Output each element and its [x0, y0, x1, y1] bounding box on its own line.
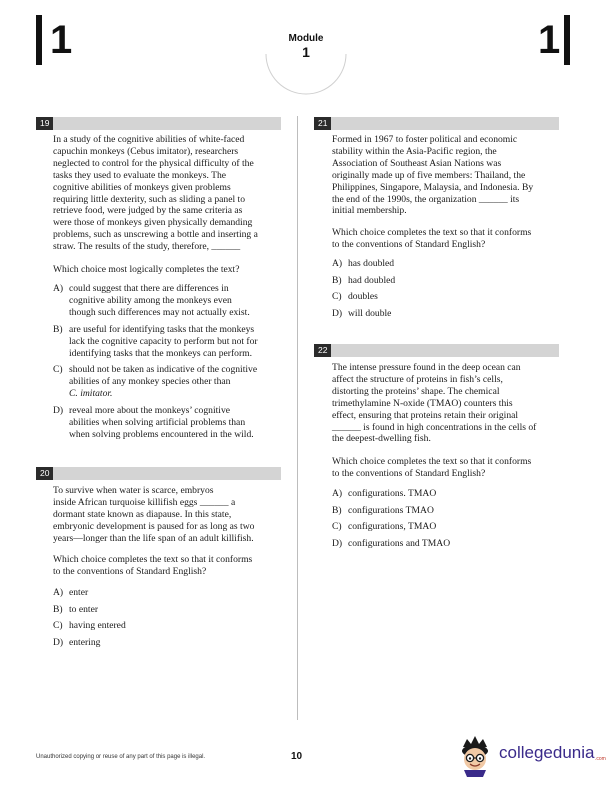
- choice-letter: A): [53, 283, 64, 294]
- question-number: 22: [314, 344, 331, 357]
- choice-letter: A): [332, 488, 343, 499]
- prompt-line: Which choice completes the text so that it conforms: [332, 227, 532, 238]
- answer-choice-b[interactable]: [332, 275, 567, 287]
- choice-letter: B): [332, 504, 342, 516]
- choice-line: lack the cognitive capacity to perform but not for: [69, 335, 258, 347]
- passage-line: ______ is found in high concentrations in the cells of: [332, 421, 537, 433]
- choice-letter: B): [53, 603, 63, 615]
- question-22-passage: [332, 362, 567, 445]
- header-left-number: 1: [50, 18, 73, 62]
- choice-text: entering: [69, 637, 101, 649]
- choice-text: configurations, TMAO: [348, 521, 437, 533]
- column-divider: [297, 116, 298, 720]
- module-label: Module: [288, 33, 324, 44]
- header-right-bar: [564, 15, 570, 65]
- passage-line: straw. The results of the study, therefore, ______: [53, 241, 241, 253]
- question-20-bar: [36, 467, 281, 480]
- choice-letter: C): [332, 521, 342, 533]
- question-21-passage: [332, 134, 567, 217]
- choice-letter: C): [53, 364, 63, 376]
- answer-choice-a[interactable]: [53, 587, 288, 599]
- question-20-prompt: [53, 554, 288, 578]
- choice-letter: D): [332, 308, 343, 320]
- passage-line: tasks they used to evaluate the monkeys. The: [53, 169, 227, 181]
- passage-line: effect, ensuring that proteins retain their original: [332, 409, 519, 421]
- choice-line: though such differences may not actually exist.: [69, 306, 250, 318]
- question-21-bar: [314, 117, 559, 130]
- question-22-prompt: [332, 456, 567, 480]
- answer-choice-b[interactable]: [53, 604, 288, 616]
- choice-text: having entered: [69, 620, 126, 632]
- choice-line: cognitive ability among the monkeys even: [69, 294, 232, 306]
- choice-text: doubles: [348, 291, 378, 303]
- passage-line: problems, such as unscrewing a bottle and inserting a: [53, 229, 258, 241]
- answer-choice-a[interactable]: [332, 258, 567, 270]
- choice-line: abilities when solving artificial problems than: [69, 417, 246, 429]
- passage-line: distorting the proteins’ shape. The chemical: [332, 385, 500, 397]
- question-19-passage: [53, 134, 288, 253]
- choice-text: configurations. TMAO: [348, 488, 437, 499]
- question-21-choices: [332, 258, 567, 325]
- question-number: 21: [314, 117, 331, 130]
- passage-line: In a study of the cognitive abilities of white-faced: [53, 134, 245, 145]
- question-19-choices: [53, 283, 288, 446]
- question-20-passage: [53, 485, 288, 545]
- prompt-line: Which choice completes the text so that it conforms: [332, 456, 532, 467]
- prompt-line: Which choice completes the text so that it conforms: [53, 554, 253, 565]
- choice-line: reveal more about the monkeys’ cognitive: [69, 405, 230, 417]
- copyright-notice: Unauthorized copying or reuse of any part of this page is illegal.: [36, 754, 206, 760]
- answer-choice-d[interactable]: [332, 538, 567, 550]
- prompt-line: to the conventions of Standard English?: [332, 238, 486, 250]
- passage-line: capuchin monkeys (Cebus imitator), researchers: [53, 145, 239, 157]
- question-22-choices: [332, 488, 567, 555]
- choice-line: should not be taken as indicative of the cognitive: [69, 364, 258, 376]
- passage-line: neglected to control for the physical difficulty of the: [53, 157, 254, 169]
- prompt-line: to the conventions of Standard English?: [332, 467, 486, 479]
- header-left-bar: [36, 15, 42, 65]
- passage-line: retrieve food, were judged by the same criteria as: [53, 205, 243, 217]
- answer-choice-c[interactable]: [53, 364, 288, 400]
- passage-line: the end of the 1990s, the organization ______ its: [332, 193, 520, 205]
- passage-line: To survive when water is scarce, embryos: [53, 485, 214, 496]
- header-right-number: 1: [538, 18, 561, 62]
- answer-choice-a[interactable]: [53, 283, 288, 319]
- answer-choice-c[interactable]: [53, 620, 288, 632]
- choice-text: had doubled: [348, 274, 396, 286]
- choice-text: configurations and TMAO: [348, 538, 451, 550]
- choice-text: to enter: [69, 603, 99, 615]
- answer-choice-a[interactable]: [332, 488, 567, 500]
- prompt-line: to the conventions of Standard English?: [53, 565, 207, 577]
- question-22-bar: [314, 344, 559, 357]
- passage-line: Association of Southeast Asian Nations was: [332, 157, 502, 169]
- passage-line: dormant state known as diapause. In this state,: [53, 508, 232, 520]
- answer-choice-c[interactable]: [332, 521, 567, 533]
- choice-line: could suggest that there are differences in: [69, 283, 229, 294]
- passage-line: stability within the Asia-Pacific region, the: [332, 145, 497, 157]
- answer-choice-d[interactable]: [332, 308, 567, 320]
- brand-tld: .com: [595, 756, 606, 762]
- question-19-bar: [36, 117, 281, 130]
- choice-letter: A): [53, 587, 64, 598]
- passage-line: trimethylamine N-oxide (TMAO) counters this: [332, 397, 513, 409]
- question-number: 20: [36, 467, 53, 480]
- choice-letter: A): [332, 258, 343, 269]
- passage-line: inside African turquoise killifish eggs ______ a: [53, 496, 236, 508]
- passage-line: the deepest-dwelling fish.: [332, 433, 431, 445]
- choice-line: when solving problems encountered in the wild.: [69, 428, 254, 440]
- question-19-prompt: Which choice most logically completes the text?: [53, 264, 240, 275]
- mascot-icon: [455, 733, 495, 777]
- passage-line: were those of monkeys given physically demanding: [53, 217, 253, 229]
- choice-line: are useful for identifying tasks that the monkeys: [69, 323, 255, 335]
- answer-choice-b[interactable]: [53, 324, 288, 360]
- passage-line: Philippines, Singapore, Malaysia, and Indonesia. By: [332, 181, 534, 193]
- passage-line: years—longer than the life span of an adult killifish.: [53, 532, 254, 544]
- choice-letter: B): [53, 323, 63, 335]
- passage-line: initial membership.: [332, 205, 407, 217]
- passage-line: embryonic development is paused for as long as two: [53, 520, 255, 532]
- answer-choice-b[interactable]: [332, 505, 567, 517]
- answer-choice-d[interactable]: [53, 637, 288, 649]
- passage-line: Formed in 1967 to foster political and economic: [332, 134, 518, 145]
- question-20-choices: [53, 587, 288, 654]
- question-number: 19: [36, 117, 53, 130]
- choice-text: will double: [348, 308, 392, 320]
- answer-choice-d[interactable]: [53, 405, 288, 441]
- choice-line: C. imitator.: [69, 388, 113, 400]
- choice-letter: D): [53, 405, 64, 417]
- choice-letter: D): [53, 637, 64, 649]
- choice-letter: C): [53, 620, 63, 632]
- choice-letter: D): [332, 538, 343, 550]
- passage-line: cognitive abilities of monkeys given problems: [53, 181, 231, 193]
- choice-text: configurations TMAO: [348, 504, 434, 516]
- passage-line: requiring little dexterity, such as sliding a panel to: [53, 193, 246, 205]
- passage-line: affect the structure of proteins in fish’s cells,: [332, 373, 503, 385]
- passage-line: The intense pressure found in the deep ocean can: [332, 362, 521, 373]
- page-number: 10: [291, 751, 303, 762]
- choice-letter: B): [332, 274, 342, 286]
- passage-line: originally made up of five members: Thailand, the: [332, 169, 526, 181]
- choice-text: enter: [69, 587, 89, 598]
- choice-line: identifying tasks that the monkeys can perform.: [69, 347, 253, 359]
- brand-logo[interactable]: [455, 733, 605, 777]
- brand-name: collegedunia: [499, 743, 595, 762]
- choice-letter: C): [332, 291, 342, 303]
- question-21-prompt: [332, 227, 567, 251]
- answer-choice-c[interactable]: [332, 291, 567, 303]
- module-number: 1: [302, 44, 310, 60]
- choice-text: has doubled: [348, 258, 395, 269]
- choice-line: abilities of any monkey species other than: [69, 376, 231, 388]
